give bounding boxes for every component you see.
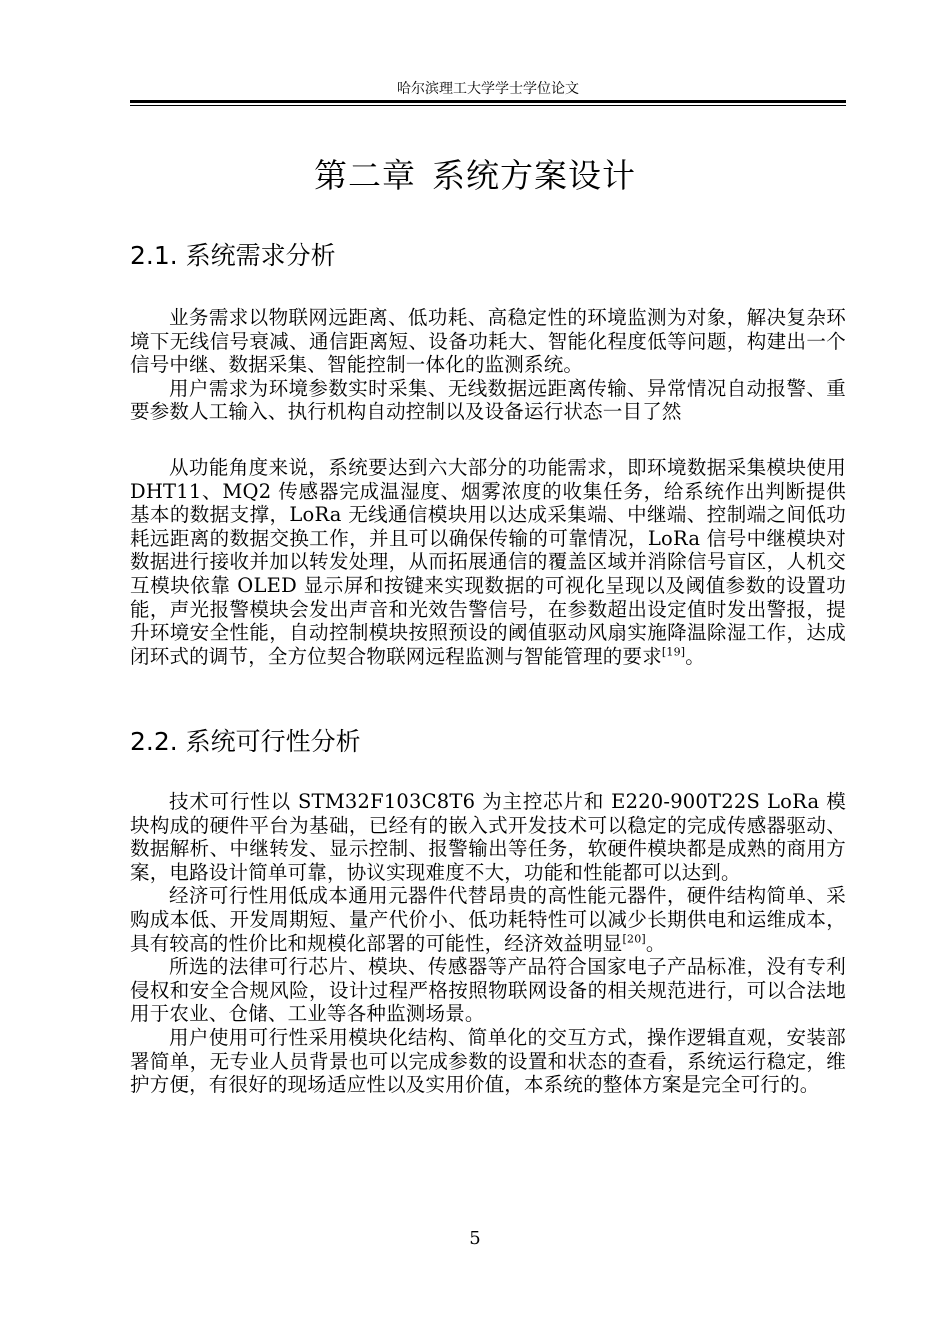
section-2-2-body: [130, 790, 846, 1097]
header-rule-thick: [130, 100, 846, 103]
paragraph-business-requirements: 业务需求以物联网远距离、低功耗、高稳定性的环境监测为对象，解决复杂环境下无线信号衰减、通信距离短、设备功耗大、智能化程度低等问题，构建出一个信号中继、数据采集、智能控制一体化的监测系统。: [130, 306, 846, 377]
section-2-1-body: [130, 306, 846, 424]
header-rule-thin: [130, 105, 846, 106]
paragraph-economic-feasibility: [130, 884, 846, 955]
paragraph-technical-feasibility: 技术可行性以 STM32F103C8T6 为主控芯片和 E220-900T22S LoRa 模块构成的硬件平台为基础，已经有的嵌入式开发技术可以稳定的完成传感器驱动、数据解析、中继转发、显示控制、报警输出等任务，软硬件模块都是成熟的商用方案，电路设计简单可靠，协议实现难度不大，功能和性能都可以达到。: [130, 790, 846, 884]
chapter-title: [0, 152, 950, 200]
section-heading-2-2: 2.2. 系统可行性分析: [130, 727, 361, 756]
paragraph-tail: 。: [685, 644, 705, 668]
citation-ref: [19]: [661, 645, 686, 659]
running-header: 哈尔滨理工大学学士学位论文: [397, 81, 579, 97]
page-number: 5: [469, 1228, 481, 1249]
chapter-title-text: 系统方案设计: [432, 156, 636, 195]
citation-ref: [20]: [622, 932, 646, 946]
paragraph-tail: 。: [645, 931, 666, 955]
section-heading-2-1: 2.1. 系统需求分析: [130, 241, 336, 270]
paragraph-legal-feasibility: 所选的法律可行芯片、模块、传感器等产品符合国家电子产品标准，没有专利侵权和安全合规风险，设计过程严格按照物联网设备的相关规范进行，可以合法地用于农业、仓储、工业等各种监测场景。: [130, 955, 846, 1026]
paragraph-usability-feasibility: 用户使用可行性采用模块化结构、简单化的交互方式，操作逻辑直观，安装部署简单，无专业人员背景也可以完成参数的设置和状态的查看，系统运行稳定，维护方便，有很好的现场适应性以及实用价值，本系统的整体方案是完全可行的。: [130, 1025, 846, 1097]
paragraph-text: 从功能角度来说，系统要达到六大部分的功能需求，即环境数据采集模块使用 DHT11、MQ2 传感器完成温湿度、烟雾浓度的收集任务，给系统作出判断提供基本的数据支撑，LoRa 无线通信模块用以达成采集端、中继端、控制端之间低功耗远距离的数据交换工作，并且可以确保传输的可靠情况，LoRa 信号中继模块对数据进行接收并加以转发处理，从而拓展通信的覆盖区域并消除信号盲区，人机交互模块依靠 OLED 显示屏和按键来实现数据的可视化呈现以及阈值参数的设置功能，声光报警模块会发出声音和光效告警信号，在参数超出设定值时发出警报，提升环境安全性能，自动控制模块按照预设的阈值驱动风扇实施降温除湿工作，达成闭环式的调节，全方位契合物联网远程监测与智能管理的要求: [130, 456, 846, 668]
paragraph-functional-requirements: [130, 456, 846, 668]
paragraph-user-requirements: 用户需求为环境参数实时采集、无线数据远距离传输、异常情况自动报警、重要参数人工输入、执行机构自动控制以及设备运行状态一目了然: [130, 376, 846, 424]
section-2-1-body-functional: [130, 456, 846, 668]
chapter-number-label: 第二章: [314, 156, 416, 195]
paragraph-text: 经济可行性用低成本通用元器件代替昂贵的高性能元器件，硬件结构简单、采购成本低、开发周期短、量产代价小、低功耗特性可以减少长期供电和运维成本，具有较高的性价比和规模化部署的可能性，经济效益明显: [130, 884, 846, 955]
